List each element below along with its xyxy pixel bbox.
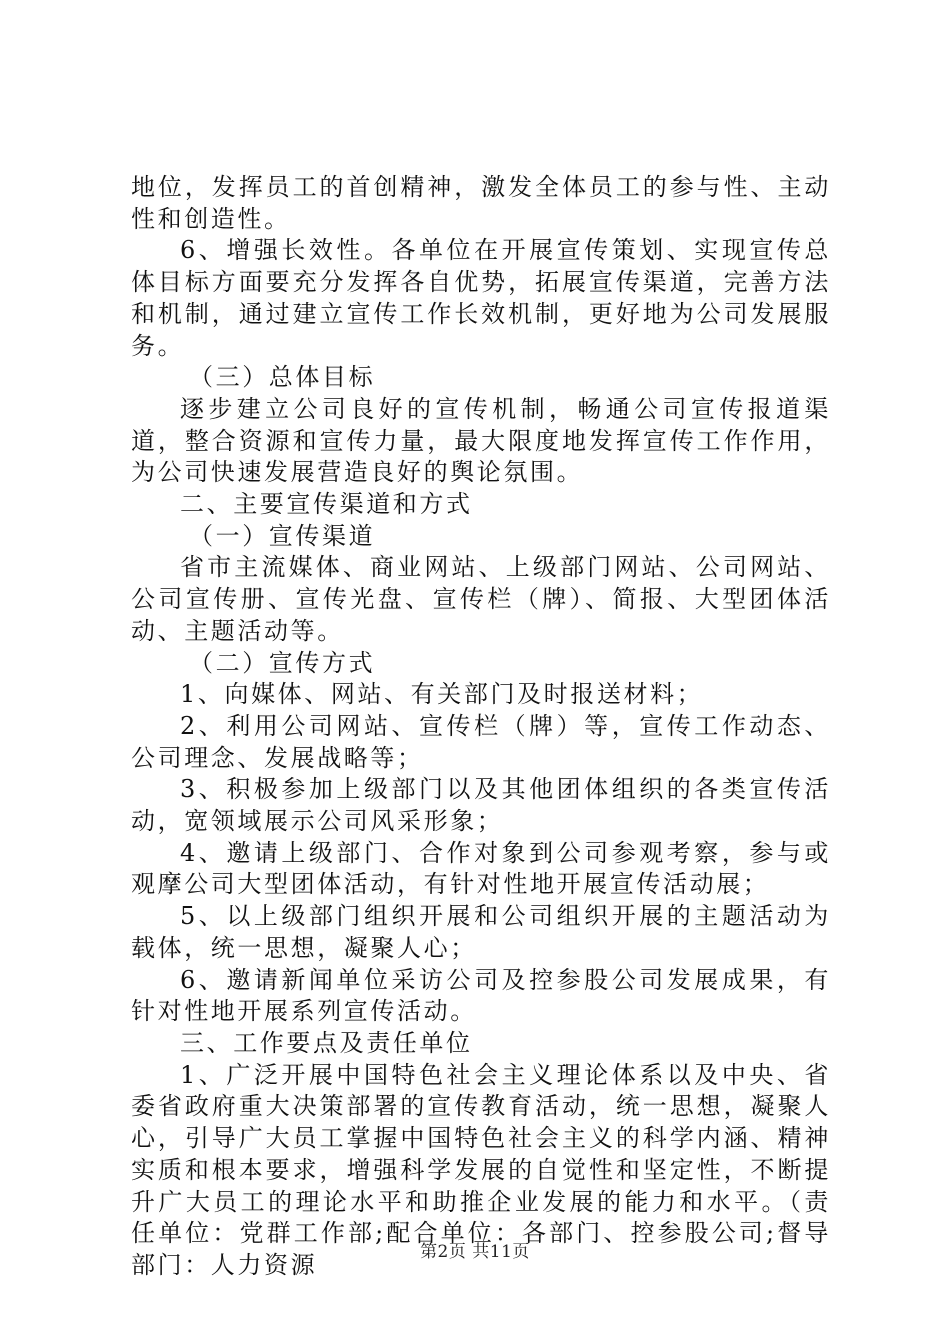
page-number-footer: 第2页 共11页 <box>420 1242 530 1262</box>
list-item: 1、向媒体、网站、有关部门及时报送材料； <box>180 680 704 709</box>
section-subheading: （三）总体目标 <box>189 363 376 392</box>
paragraph: 地位，发挥员工的首创精神，激发全体员工的参与性、主动性和创造性。 <box>131 173 831 233</box>
list-item: 4、邀请上级部门、合作对象到公司参观考察，参与或观摩公司大型团体活动，有针对性地开展宣传活动展； <box>131 838 831 899</box>
section-heading: 二、主要宣传渠道和方式 <box>180 490 473 519</box>
paragraph: 6、增强长效性。各单位在开展宣传策划、实现宣传总体目标方面要充分发挥各自优势，拓展宣传渠道，完善方法和机制，通过建立宣传工作长效机制，更好地为公司发展服务。 <box>131 236 831 360</box>
list-item: 3、积极参加上级部门以及其他团体组织的各类宣传活动，宽领域展示公司风采形象； <box>131 775 831 836</box>
list-item: 1、广泛开展中国特色社会主义理论体系以及中央、省委省政府重大决策部署的宣传教育活动，统一思想，凝聚人心，引导广大员工掌握中国特色社会主义的科学内涵、精神实质和根本要求，增强科学发展的自觉性和坚定性，不断提升广大员工的理论水平和助推企业发展的能力和水平。（责任单位：党群工作部;配合单位：各部门、控参股公司;督导部门：人力资源 <box>131 1060 831 1279</box>
list-item: 2、利用公司网站、宣传栏（牌）等，宣传工作动态、公司理念、发展战略等； <box>131 711 831 772</box>
paragraph: 省市主流媒体、商业网站、上级部门网站、公司网站、公司宣传册、宣传光盘、宣传栏（牌）、简报、大型团体活动、主题活动等。 <box>131 553 831 645</box>
list-item: 5、以上级部门组织开展和公司组织开展的主题活动为载体，统一思想，凝聚人心； <box>131 902 831 962</box>
paragraph: 逐步建立公司良好的宣传机制，畅通公司宣传报道渠道，整合资源和宣传力量，最大限度地发挥宣传工作作用，为公司快速发展营造良好的舆论氛围。 <box>131 394 831 487</box>
document-body <box>131 172 831 1282</box>
section-subheading: （一）宣传渠道 <box>189 521 376 550</box>
section-subheading: （二）宣传方式 <box>189 648 376 677</box>
list-item: 6、邀请新闻单位采访公司及控参股公司发展成果，有针对性地开展系列宣传活动。 <box>131 965 831 1026</box>
section-heading: 三、工作要点及责任单位 <box>180 1028 473 1057</box>
